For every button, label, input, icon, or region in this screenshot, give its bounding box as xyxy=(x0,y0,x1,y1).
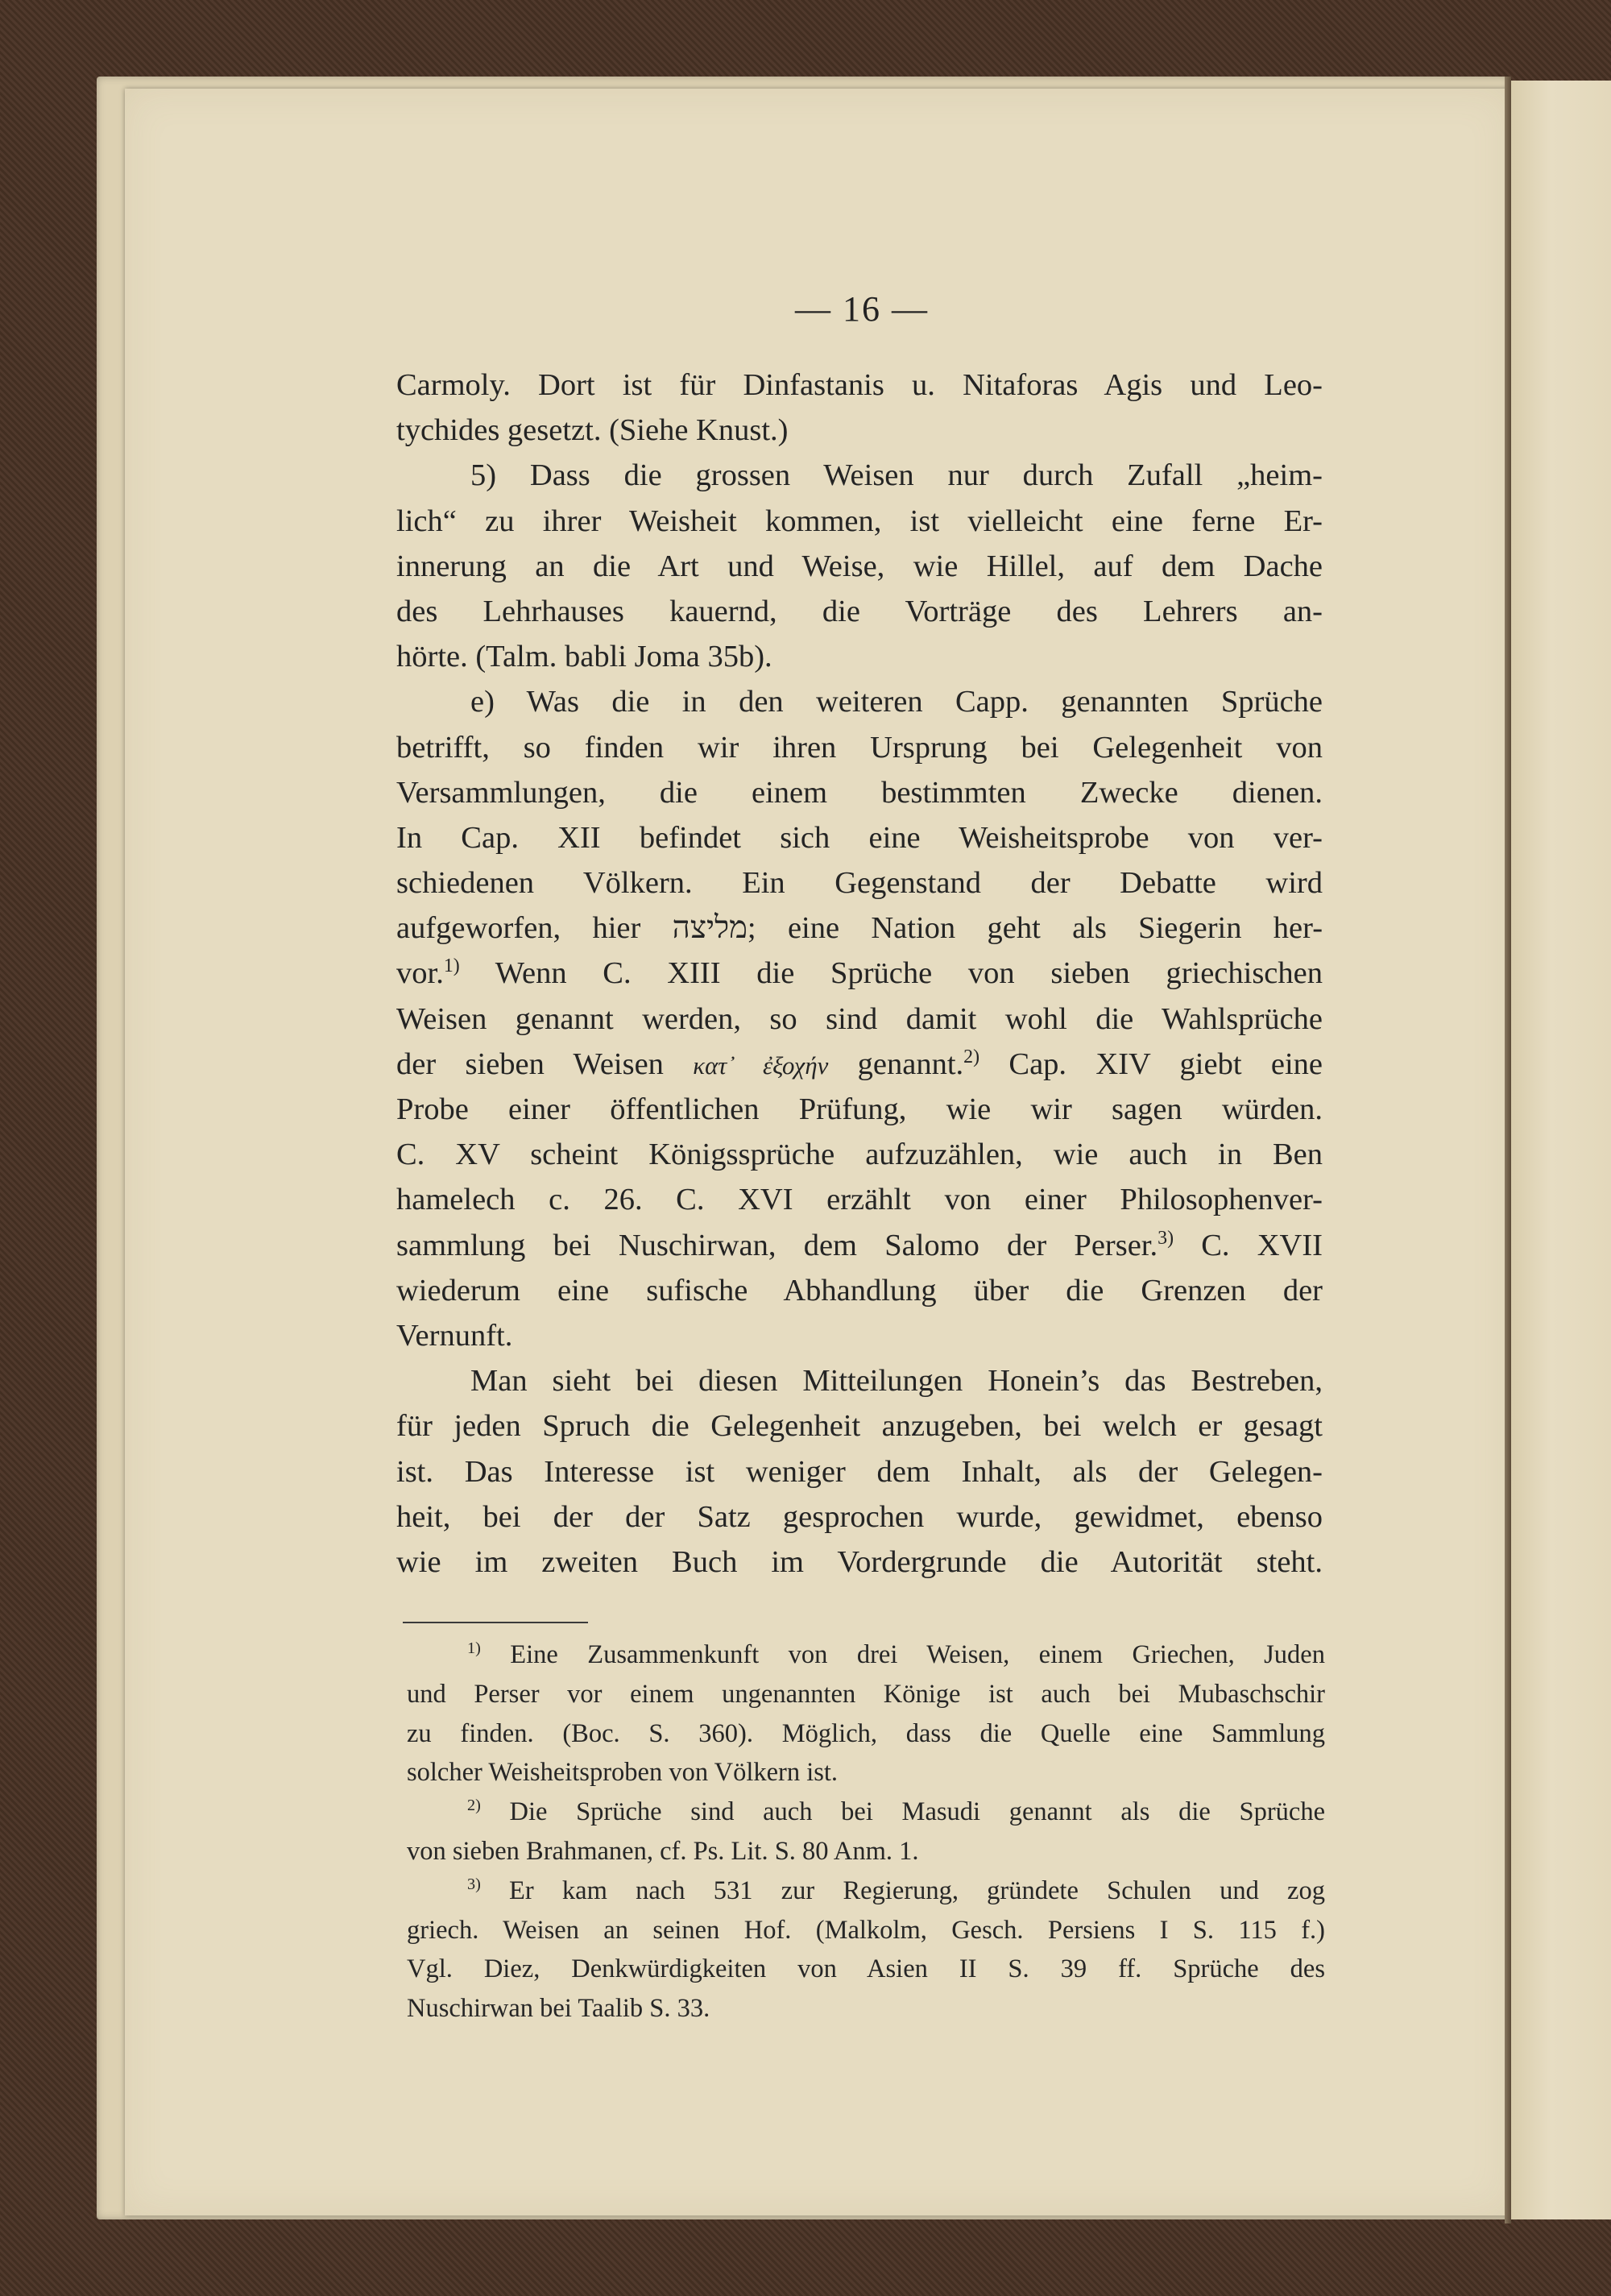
text-line: innerung an die Art und Weise, wie Hillel, auf dem Dache xyxy=(396,549,1323,583)
text-line: Carmoly. Dort ist für Dinfastanis u. Nitaforas Agis und Leo- xyxy=(396,368,1323,402)
text-line: Versammlungen, die einem bestimmten Zwecke dienen. xyxy=(396,775,1323,810)
text-line: C. XV scheint Königssprüche aufzuzählen, wie auch in Ben xyxy=(396,1138,1323,1172)
text-line: 5) Dass die grossen Weisen nur durch Zufall „heim- xyxy=(470,458,1323,493)
footnote-line: und Perser vor einem ungenannten Könige ist auch bei Mubaschschir xyxy=(407,1679,1325,1709)
page-number: — 16 — xyxy=(795,289,929,329)
text-segment: sammlung bei Nuschirwan, dem Salomo der Perser. xyxy=(396,1228,1158,1262)
footnote-line: zu finden. (Boc. S. 360). Möglich, dass die Quelle eine Sammlung xyxy=(407,1718,1325,1748)
footnote-ref-3: 3) xyxy=(1158,1227,1174,1249)
text-line: Probe einer öffentlichen Prüfung, wie wir sagen würden. xyxy=(396,1092,1323,1126)
text-line: schiedenen Völkern. Ein Gegenstand der Debatte wird xyxy=(396,866,1323,901)
footnote-ref-2: 2) xyxy=(963,1046,980,1067)
text-line xyxy=(396,951,1323,996)
text-line xyxy=(396,1042,1323,1087)
text-segment: genannt. xyxy=(828,1046,964,1081)
footnote-line: von sieben Brahmanen, cf. Ps. Lit. S. 80 Anm. 1. xyxy=(407,1836,919,1866)
text-line xyxy=(396,906,1323,951)
text-line: e) Was die in den weiteren Capp. genannten Sprüche xyxy=(470,685,1323,719)
text-segment: Er kam nach 531 zur Regierung, gründete Schulen und zog xyxy=(480,1875,1325,1905)
footnote-line xyxy=(407,1635,1325,1675)
hebrew-word: מליצה xyxy=(672,911,748,946)
text-line: wie im zweiten Buch im Vordergrunde die Autorität steht. xyxy=(396,1544,1323,1579)
footnote-line: Vgl. Diez, Denkwürdigkeiten von Asien II S. 39 ff. Sprüche des xyxy=(407,1954,1325,1984)
text-line: betrifft, so finden wir ihren Ursprung bei Gelegenheit von xyxy=(396,730,1323,765)
footnotes xyxy=(407,1635,1325,2029)
text-line: heit, bei der der Satz gesprochen wurde, gewidmet, ebenso xyxy=(396,1499,1323,1534)
text-line: Vernunft. xyxy=(396,1318,513,1353)
text-segment: ; eine Nation geht als Siegerin her- xyxy=(747,911,1323,946)
text-line: hamelech c. 26. C. XVI erzählt von einer Philosophenver- xyxy=(396,1183,1323,1217)
main-text xyxy=(396,363,1323,1585)
footnote-line xyxy=(407,1792,1325,1832)
footnote-mark: 2) xyxy=(467,1797,481,1815)
text-line xyxy=(396,1223,1323,1268)
footnote-mark: 3) xyxy=(467,1875,481,1893)
text-segment: Wenn C. XIII die Sprüche von sieben griechischen xyxy=(459,956,1323,991)
footnote-line: solcher Weisheitsproben von Völkern ist. xyxy=(407,1758,839,1788)
text-line: für jeden Spruch die Gelegenheit anzugeben, bei welch er gesagt xyxy=(396,1409,1323,1444)
footnote-ref-1: 1) xyxy=(443,955,460,977)
footnote-mark: 1) xyxy=(467,1639,481,1658)
text-segment: C. XVII xyxy=(1174,1228,1323,1262)
text-segment: Die Sprüche sind auch bei Masudi genannt als die Sprüche xyxy=(480,1797,1325,1827)
text-line: wiederum eine sufische Abhandlung über die Grenzen der xyxy=(396,1273,1323,1308)
text-line: ist. Das Interesse ist weniger dem Inhalt, als der Gelegen- xyxy=(396,1454,1323,1489)
facing-page-edge xyxy=(1511,81,1611,2219)
text-segment: der sieben Weisen xyxy=(396,1046,664,1081)
text-line: tychides gesetzt. (Siehe Knust.) xyxy=(396,413,789,448)
text-line: Weisen genannt werden, so sind damit wohl die Wahlsprüche xyxy=(396,1001,1323,1036)
text-line: Man sieht bei diesen Mitteilungen Honein’s das Bestreben, xyxy=(470,1364,1323,1399)
text-segment: vor. xyxy=(396,956,444,991)
text-line: des Lehrhauses kauernd, die Vorträge des Lehrers an- xyxy=(396,594,1323,628)
text-segment: Cap. XIV giebt eine xyxy=(979,1046,1323,1081)
book-gutter xyxy=(1505,77,1511,2223)
footnote-line xyxy=(407,1871,1325,1911)
text-line: In Cap. XII befindet sich eine Weisheitsprobe von ver- xyxy=(396,820,1323,855)
footnote-divider xyxy=(403,1622,588,1623)
text-line: lich“ zu ihrer Weisheit kommen, ist vielleicht eine ferne Er- xyxy=(396,504,1323,538)
footnote-line: griech. Weisen an seinen Hof. (Malkolm, Gesch. Persiens I S. 115 f.) xyxy=(407,1915,1325,1945)
text-segment: Eine Zusammenkunft von drei Weisen, einem Griechen, Juden xyxy=(480,1640,1325,1669)
text-segment: aufgeworfen, hier xyxy=(396,911,641,946)
greek-phrase: κατ᾽ ἐξοχήν xyxy=(693,1051,829,1080)
text-line: hörte. (Talm. babli Joma 35b). xyxy=(396,640,772,674)
footnote-line: Nuschirwan bei Taalib S. 33. xyxy=(407,1994,710,2024)
